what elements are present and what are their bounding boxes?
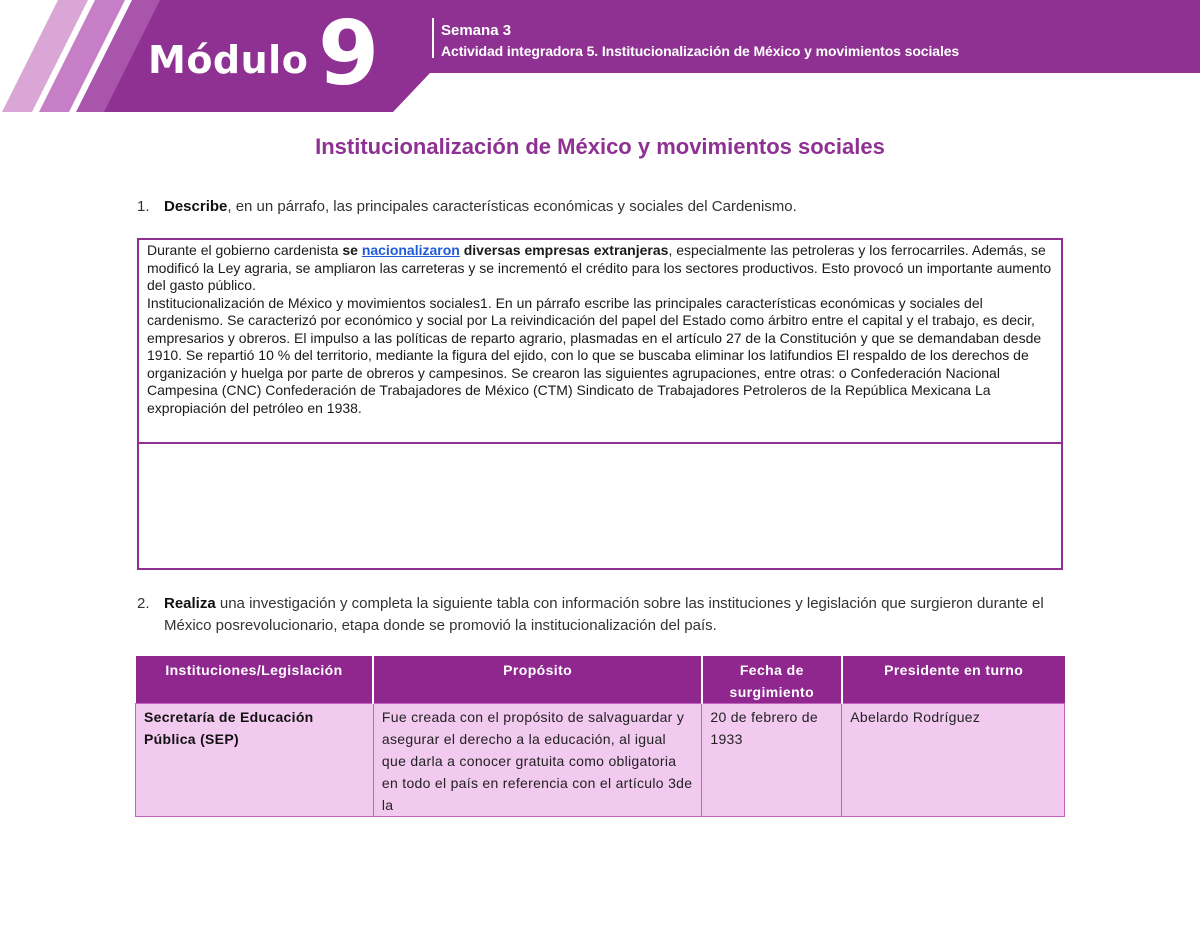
answer-bold-a: se [342, 242, 362, 258]
question-2-text [164, 593, 1064, 637]
answer-bold-b: diversas empresas extranjeras [459, 242, 669, 258]
institutions-table [135, 656, 1065, 817]
question-1-number: 1. [137, 198, 150, 215]
header-purpose: Propósito [373, 656, 701, 704]
table-header-row [136, 656, 1065, 704]
answer-paragraph-2: Institucionalización de México y movimientos sociales1. En un párrafo escribe las principales características económicas y sociales del cardenismo. Se caracterizó por económico y social por La reivindicación del papel del Estado como árbitro entre el capital y el trabajo, es decir, empresarios y obreros. El impulso a las políticas de reparto agrario, plasmadas en el artículo 27 de la Constitución y que se demandaban desde 1910. Se repartió 10 % del territorio, mediante la figura del ejido, con lo que se buscaba eliminar los latifundios El respaldo de los derechos de organización y huelga por parte de obreros y campesinos. Se crearon las siguientes agrupaciones, entre otras: o Confederación Nacional Campesina (CNC) Confederación de Trabajadores de México (CTM) Sindicato de Trabajadores Petroleros de la República Mexicana La expropiación del petróleo en 1938. [147, 294, 1042, 416]
header-divider [432, 18, 434, 58]
question-2-rest: una investigación y completa la siguiente tabla con información sobre las instituciones y legislación que surgieron durante el México posrevolucionario, etapa donde se promovió la institucionalización del país. [164, 595, 1044, 634]
activity-label: Actividad integradora 5. Institucionalización de México y movimientos sociales [441, 43, 960, 59]
cell-president[interactable]: Abelardo Rodríguez [842, 704, 1065, 817]
page-title: Institucionalización de México y movimientos sociales [315, 134, 885, 159]
answer-paragraph-1 [147, 242, 1057, 295]
question-1-verb: Describe [164, 198, 228, 215]
header-institutions: Instituciones/Legislación [136, 656, 374, 704]
question-2-number: 2. [137, 595, 150, 612]
module-word: Módulo [148, 38, 309, 82]
question-1-rest: , en un párrafo, las principales características económicas y sociales del Cardenismo. [227, 198, 797, 215]
nacionalizaron-link[interactable]: nacionalizaron [361, 242, 460, 258]
answer-tail: , especialmente las petroleras y los ferrocarriles. Además, se modificó la Ley agraria, se ampliaron las carreteras y se incrementó el crédito para los sectores productivos. Esto provocó un importante aumento del gasto público. [147, 242, 1052, 293]
header-president: Presidente en turno [842, 656, 1065, 704]
answer-box[interactable] [137, 238, 1063, 570]
week-label: Semana 3 [441, 22, 512, 39]
answer-lead: Durante el gobierno cardenista [147, 242, 343, 258]
question-1-text [164, 196, 797, 218]
header-date: Fecha de surgimiento [702, 656, 842, 704]
header-banner [0, 0, 1200, 112]
answer-box-divider [139, 442, 1061, 444]
module-number: 9 [318, 2, 380, 105]
cell-institution[interactable]: Secretaría de Educación Pública (SEP) [136, 704, 374, 817]
cell-purpose[interactable]: Fue creada con el propósito de salvaguardar y asegurar el derecho a la educación, al igual que darla a conocer gratuita como obligatoria en todo el país en referencia con el artículo 3de la [373, 704, 701, 817]
answer-text[interactable] [147, 242, 1057, 417]
table-row [136, 704, 1065, 817]
question-2-verb: Realiza [164, 595, 216, 612]
cell-date[interactable]: 20 de febrero de 1933 [702, 704, 842, 817]
